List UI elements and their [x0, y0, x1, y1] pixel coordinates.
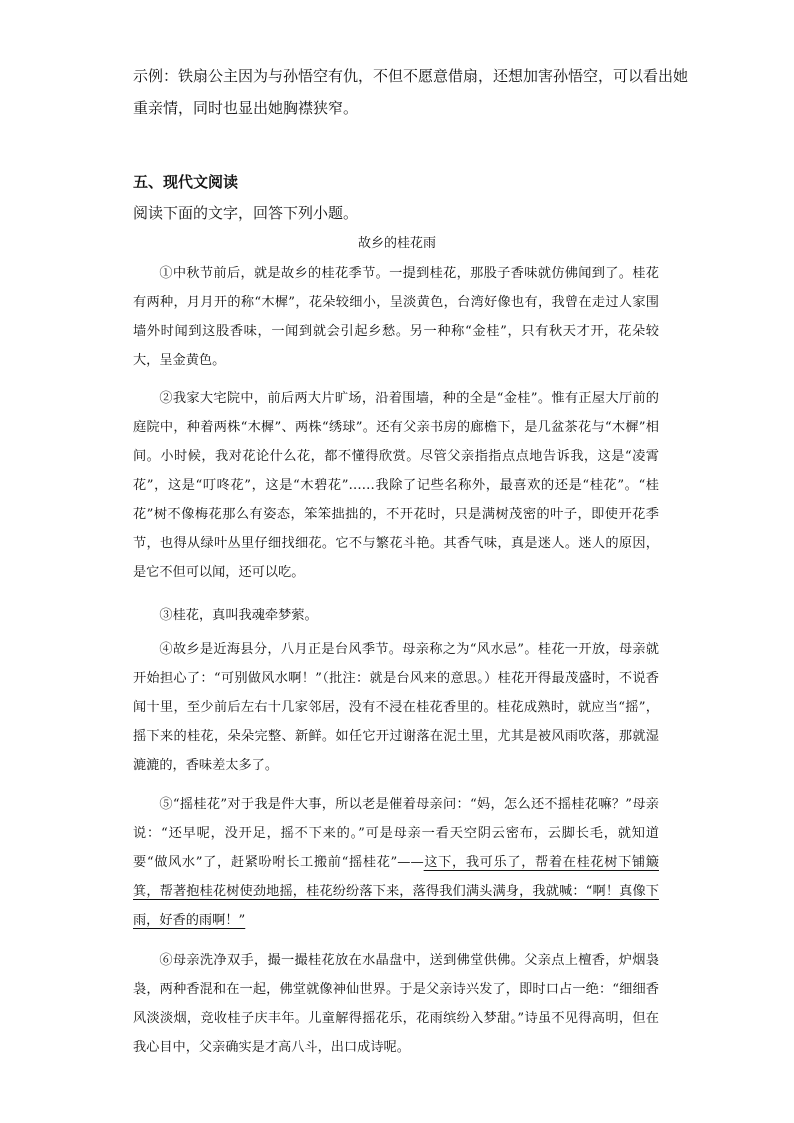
essay-paragraph-4: ④故乡是近海县分，八月正是台风季节。母亲称之为“风水忌”。桂花一开放，母亲就开始担心了：“可别做风水啊！”（批注：就是台风来的意思。）桂花开得最茂盛时，不说香闻十里，至少前后左右十几家邻居，没有不浸在桂花香里的。桂花成熟时，就应当“摇”，摇下来的桂花，朵朵完整、新鲜。如任它开过谢落在泥土里，尤其是被风雨吹落，那就湿漉漉的，香味差太多了。 [133, 642, 659, 773]
essay-paragraph-5-text: ⑤“摇桂花”对于我是件大事，所以老是催着母亲问：“妈，怎么还不摇桂花嘛？”母亲说：“还早呢，没开足，摇不下来的。”可是母亲一看天空阴云密布，云脚长毛，就知道要“做风水”了，赶紧吩咐长工搬前“摇桂花”—— [133, 797, 659, 870]
essay-paragraph-6: ⑥母亲洗净双手，撮一撮桂花放在水晶盘中，送到佛堂供佛。父亲点上檀香，炉烟袅袅，两种香混和在一起，佛堂就像神仙世界。于是父亲诗兴发了，即时口占一绝：“细细香风淡淡烟，竞收桂子庆丰年。儿童解得摇花乐，花雨缤纷入梦甜。”诗虽不见得高明，但在我心目中，父亲确实是才高八斗，出口成诗呢。 [133, 953, 659, 1055]
essay-paragraph-5 [133, 790, 659, 935]
section-heading: 五、现代文阅读 [133, 173, 239, 191]
essay-paragraph-2: ②我家大宅院中，前后两大片旷场，沿着围墙，种的全是“金桂”。惟有正屋大厅前的庭院中，种着两株“木樨”、两株“绣球”。还有父亲书房的廊檐下，是几盆茶花与“木樨”相间。小时候，我对花论什么花，都不懂得欣赏。尽管父亲指指点点地告诉我，这是“凌霄花”，这是“叮咚花”，这是“木碧花”……我除了记些名称外，最喜欢的还是“桂花”。“桂花”树不像梅花那么有姿态，笨笨拙拙的，不开花时，只是满树茂密的叶子，即使开花季节，也得从绿叶丛里仔细找细花。它不与繁花斗艳。其香气味，真是迷人。迷人的原因，是它不但可以闻，还可以吃。 [133, 391, 659, 580]
essay-paragraph-1: ①中秋节前后，就是故乡的桂花季节。一提到桂花，那股子香味就仿佛闻到了。桂花有两种，月月开的称“木樨”，花朵较细小，呈淡黄色，台湾好像也有，我曾在走过人家围墙外时闻到这股香味，一闻到就会引起乡愁。另一种称“金桂”，只有秋天才开，花朵较大，呈金黄色。 [133, 266, 659, 368]
essay-paragraph-5-underlined: 这下，我可乐了，帮着在桂花树下铺簸箕，帮著抱桂花树使劲地摇，桂花纷纷落下来，落得我们满头满身，我就喊：“啊！真像下雨，好香的雨啊！” [133, 855, 659, 928]
example-answer-line-1: 示例：铁扇公主因为与孙悟空有仇，不但不愿意借扇，还想加害孙悟空，可以看出她 [133, 67, 689, 85]
essay-title: 故乡的桂花雨 [357, 236, 436, 251]
essay-paragraph-3: ③桂花，真叫我魂牵梦萦。 [159, 608, 318, 623]
example-answer-line-2: 重亲情，同时也显出她胸襟狭窄。 [133, 99, 359, 117]
section-instruction: 阅读下面的文字，回答下列小题。 [133, 204, 359, 222]
